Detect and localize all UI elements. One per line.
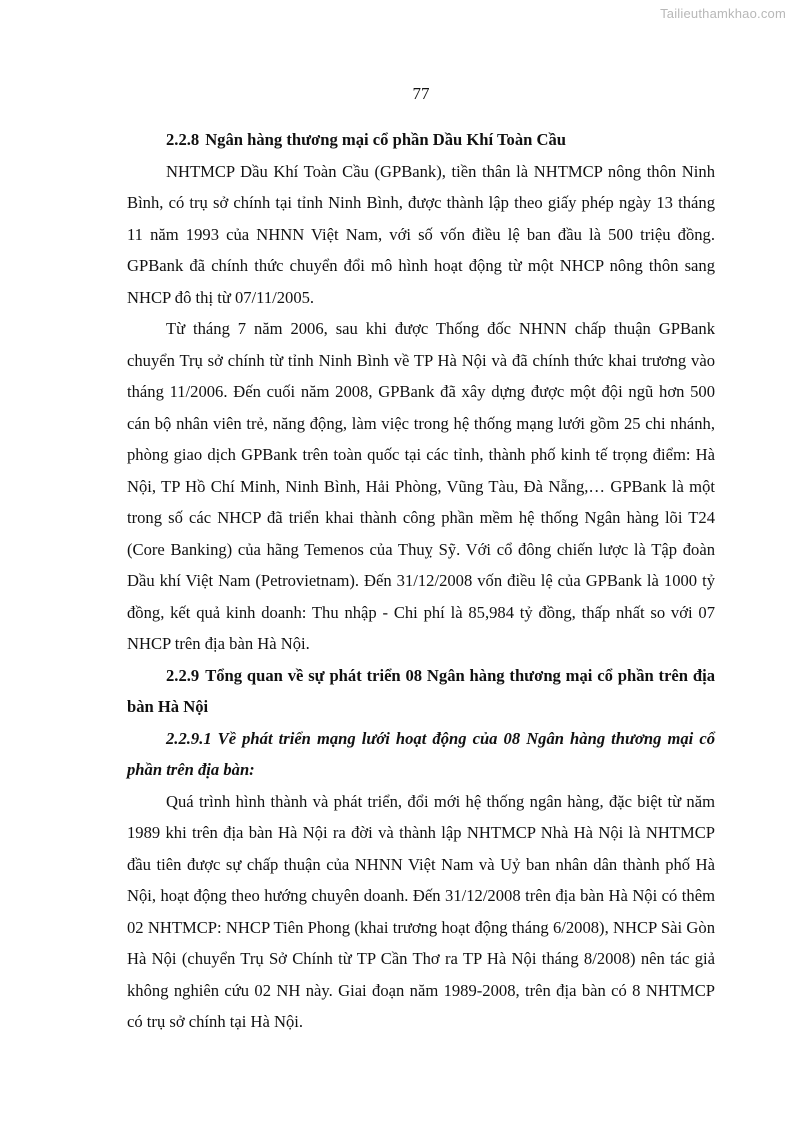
paragraph-gpbank-intro: NHTMCP Dầu Khí Toàn Cầu (GPBank), tiền thân là NHTMCP nông thôn Ninh Bình, có trụ sở chính tại tỉnh Ninh Bình, được thành lập theo giấy phép ngày 13 tháng 11 năm 1993 của NHNN Việt Nam, với số vốn điều lệ ban đầu là 500 triệu đồng. GPBank đã chính thức chuyển đổi mô hình hoạt động từ một NHCP nông thôn sang NHCP đô thị từ 07/11/2005. <box>127 161 715 307</box>
paragraph-network-history: Quá trình hình thành và phát triển, đổi mới hệ thống ngân hàng, đặc biệt từ năm 1989 khi trên địa bàn Hà Nội ra đời và thành lập NHTMCP Nhà Hà Nội là NHTMCP đầu tiên được sự chấp thuận của NHNN Việt Nam và Uỷ ban nhân dân thành phố Hà Nội, hoạt động theo hướng chuyên doanh. Đến 31/12/2008 trên địa bàn Hà Nội có thêm 02 NHTMCP: NHCP Tiên Phong (khai trương hoạt động tháng 6/2008), NHCP Sài Gòn Hà Nội (chuyển Trụ Sở Chính từ TP Cần Thơ ra TP Hà Nội tháng 8/2008) nên tác giả không nghiên cứu 02 NH này. Giai đoạn năm 1989-2008, trên địa bàn có 8 NHTMCP có trụ sở chính tại Hà Nội. <box>127 791 715 1031</box>
paragraph-gpbank-development: Từ tháng 7 năm 2006, sau khi được Thống đốc NHNN chấp thuận GPBank chuyển Trụ sở chính từ tỉnh Ninh Bình về TP Hà Nội và đã chính thức khai trương vào tháng 11/2006. Đến cuối năm 2008, GPBank đã xây dựng được một đội ngũ hơn 500 cán bộ nhân viên trẻ, năng động, làm việc trong hệ thống mạng lưới gồm 25 chi nhánh, phòng giao dịch GPBank trên toàn quốc tại các tỉnh, thành phố kinh tế trọng điểm: Hà Nội, TP Hồ Chí Minh, Ninh Bình, Hải Phòng, Vũng Tàu, Đà Nẵng,… GPBank là một trong số các NHCP đã triển khai thành công phần mềm hệ thống Ngân hàng lõi T24 (Core Banking) của hãng Temenos của Thuỵ Sỹ. Với cổ đông chiến lược là Tập đoàn Dầu khí Việt Nam (Petrovietnam). Đến 31/12/2008 vốn điều lệ của GPBank là 1000 tỷ đồng, kết quả kinh doanh: Thu nhập - Chi phí là 85,984 tỷ đồng, thấp nhất so với 07 NHCP trên địa bàn Hà Nội. <box>127 319 715 653</box>
section-number: 2.2.8 <box>166 130 200 149</box>
page-number: 77 <box>412 84 430 103</box>
document-body <box>127 124 715 1038</box>
subsection-title: Về phát triển mạng lưới hoạt động của 08 Ngân hàng thương mại cổ phần trên địa bàn: <box>127 728 715 779</box>
section-number: 2.2.9 <box>166 665 200 685</box>
subsection-heading-2-2-9-1 <box>127 723 715 786</box>
section-title: Ngân hàng thương mại cổ phần Dầu Khí Toàn Cầu <box>205 130 567 149</box>
watermark-text: Tailieuthamkhao.com <box>660 6 786 21</box>
section-title: Tổng quan về sự phát triển 08 Ngân hàng thương mại cổ phần trên địa bàn Hà Nội <box>127 665 715 716</box>
subsection-number: 2.2.9.1 <box>166 728 212 748</box>
section-heading-2-2-8 <box>127 124 715 156</box>
section-heading-2-2-9 <box>127 660 715 723</box>
